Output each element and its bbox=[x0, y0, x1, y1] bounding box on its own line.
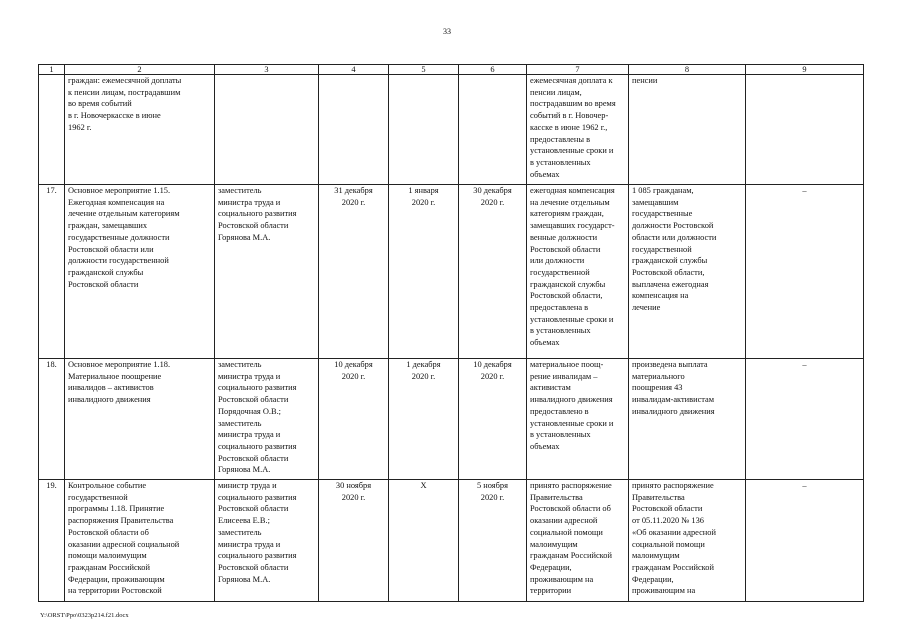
end-date-cell bbox=[459, 75, 527, 185]
header-cell-5: 5 bbox=[389, 65, 459, 75]
reason-cell: – bbox=[746, 480, 864, 602]
start-date-cell: Х bbox=[389, 480, 459, 602]
header-cell-6: 6 bbox=[459, 65, 527, 75]
table-row bbox=[39, 185, 864, 359]
event-name-cell: Контрольное событие государственной программы 1.18. Принятие распоряжения Правительства Ростовской области об оказании адресной социальной помощи малоимущим гражданам Российской Федерации, проживающим на территории Ростовской bbox=[65, 480, 215, 602]
start-date-cell bbox=[389, 75, 459, 185]
event-name-cell: Основное мероприятие 1.15. Ежегодная компенсация на лечение отдельным категориям граждан, замещавших государственные должности Ростовской области или должности государственной гражданской службы Ростовской области bbox=[65, 185, 215, 359]
header-cell-4: 4 bbox=[319, 65, 389, 75]
actual-result-cell: принято распоряжение Правительства Ростовской области от 05.11.2020 № 136 «Об оказании адресной социальной помощи малоимущим гражданам Российской Федерации, проживающим на bbox=[629, 480, 746, 602]
event-name-cell: граждан: ежемесячной доплаты к пенсии лицам, пострадавшим во время событий в г. Новочеркасске в июне 1962 г. bbox=[65, 75, 215, 185]
actual-result-cell: пенсии bbox=[629, 75, 746, 185]
table-row bbox=[39, 75, 864, 185]
responsible-cell: министр труда и социального развития Ростовской области Елисеева Е.В.; заместитель министра труда и социального развития Ростовской области Горянова М.А. bbox=[215, 480, 319, 602]
header-cell-2: 2 bbox=[65, 65, 215, 75]
row-number: 17. bbox=[39, 185, 65, 359]
row-number bbox=[39, 75, 65, 185]
responsible-cell: заместитель министра труда и социального развития Ростовской области Горянова М.А. bbox=[215, 185, 319, 359]
start-date-cell: 1 декабря 2020 г. bbox=[389, 359, 459, 480]
row-number: 18. bbox=[39, 359, 65, 480]
table-row bbox=[39, 359, 864, 480]
planned-date-cell: 31 декабря 2020 г. bbox=[319, 185, 389, 359]
header-cell-8: 8 bbox=[629, 65, 746, 75]
header-cell-1: 1 bbox=[39, 65, 65, 75]
header-cell-9: 9 bbox=[746, 65, 864, 75]
responsible-cell: заместитель министра труда и социального развития Ростовской области Порядочная О.В.; заместитель министра труда и социального развития Ростовской области Горянова М.А. bbox=[215, 359, 319, 480]
actual-result-cell: произведена выплата материального поощрения 43 инвалидам-активистам инвалидного движения bbox=[629, 359, 746, 480]
start-date-cell: 1 января 2020 г. bbox=[389, 185, 459, 359]
table-header-row bbox=[39, 65, 864, 75]
planned-result-cell: материальное поощ- рение инвалидам – активистам инвалидного движения предоставлено в установленные сроки и в установленных объемах bbox=[527, 359, 629, 480]
planned-result-cell: принято распоряжение Правительства Ростовской области об оказании адресной социальной помощи малоимущим гражданам Российской Федерации, проживающим на территории bbox=[527, 480, 629, 602]
planned-result-cell: ежемесячная доплата к пенсии лицам, пострадавшим во время событий в г. Новочер- касске в июне 1962 г., предоставлены в установленные сроки и в установленных объемах bbox=[527, 75, 629, 185]
report-table bbox=[38, 64, 864, 602]
planned-date-cell: 30 ноября 2020 г. bbox=[319, 480, 389, 602]
table-row bbox=[39, 480, 864, 602]
end-date-cell: 10 декабря 2020 г. bbox=[459, 359, 527, 480]
header-cell-7: 7 bbox=[527, 65, 629, 75]
planned-result-cell: ежегодная компенсация на лечение отдельным категориям граждан, замещавших государст- венные должности Ростовской области или должности государственной гражданской службы Ростовской области, предоставлена в установленные сроки и в установленных объемах bbox=[527, 185, 629, 359]
row-number: 19. bbox=[39, 480, 65, 602]
planned-date-cell: 10 декабря 2020 г. bbox=[319, 359, 389, 480]
end-date-cell: 30 декабря 2020 г. bbox=[459, 185, 527, 359]
event-name-cell: Основное мероприятие 1.18. Материальное поощрение инвалидов – активистов инвалидного движения bbox=[65, 359, 215, 480]
header-cell-3: 3 bbox=[215, 65, 319, 75]
page-number: 33 bbox=[443, 27, 451, 36]
reason-cell bbox=[746, 75, 864, 185]
responsible-cell bbox=[215, 75, 319, 185]
reason-cell: – bbox=[746, 359, 864, 480]
file-path-footer: Y:\ORST\Ppo\0323p214.f21.docx bbox=[40, 612, 129, 619]
end-date-cell: 5 ноября 2020 г. bbox=[459, 480, 527, 602]
reason-cell: – bbox=[746, 185, 864, 359]
planned-date-cell bbox=[319, 75, 389, 185]
actual-result-cell: 1 085 гражданам, замещавшим государственные должности Ростовской области или должности государственной гражданской службы Ростовской области, выплачена ежегодная компенсация на лечение bbox=[629, 185, 746, 359]
